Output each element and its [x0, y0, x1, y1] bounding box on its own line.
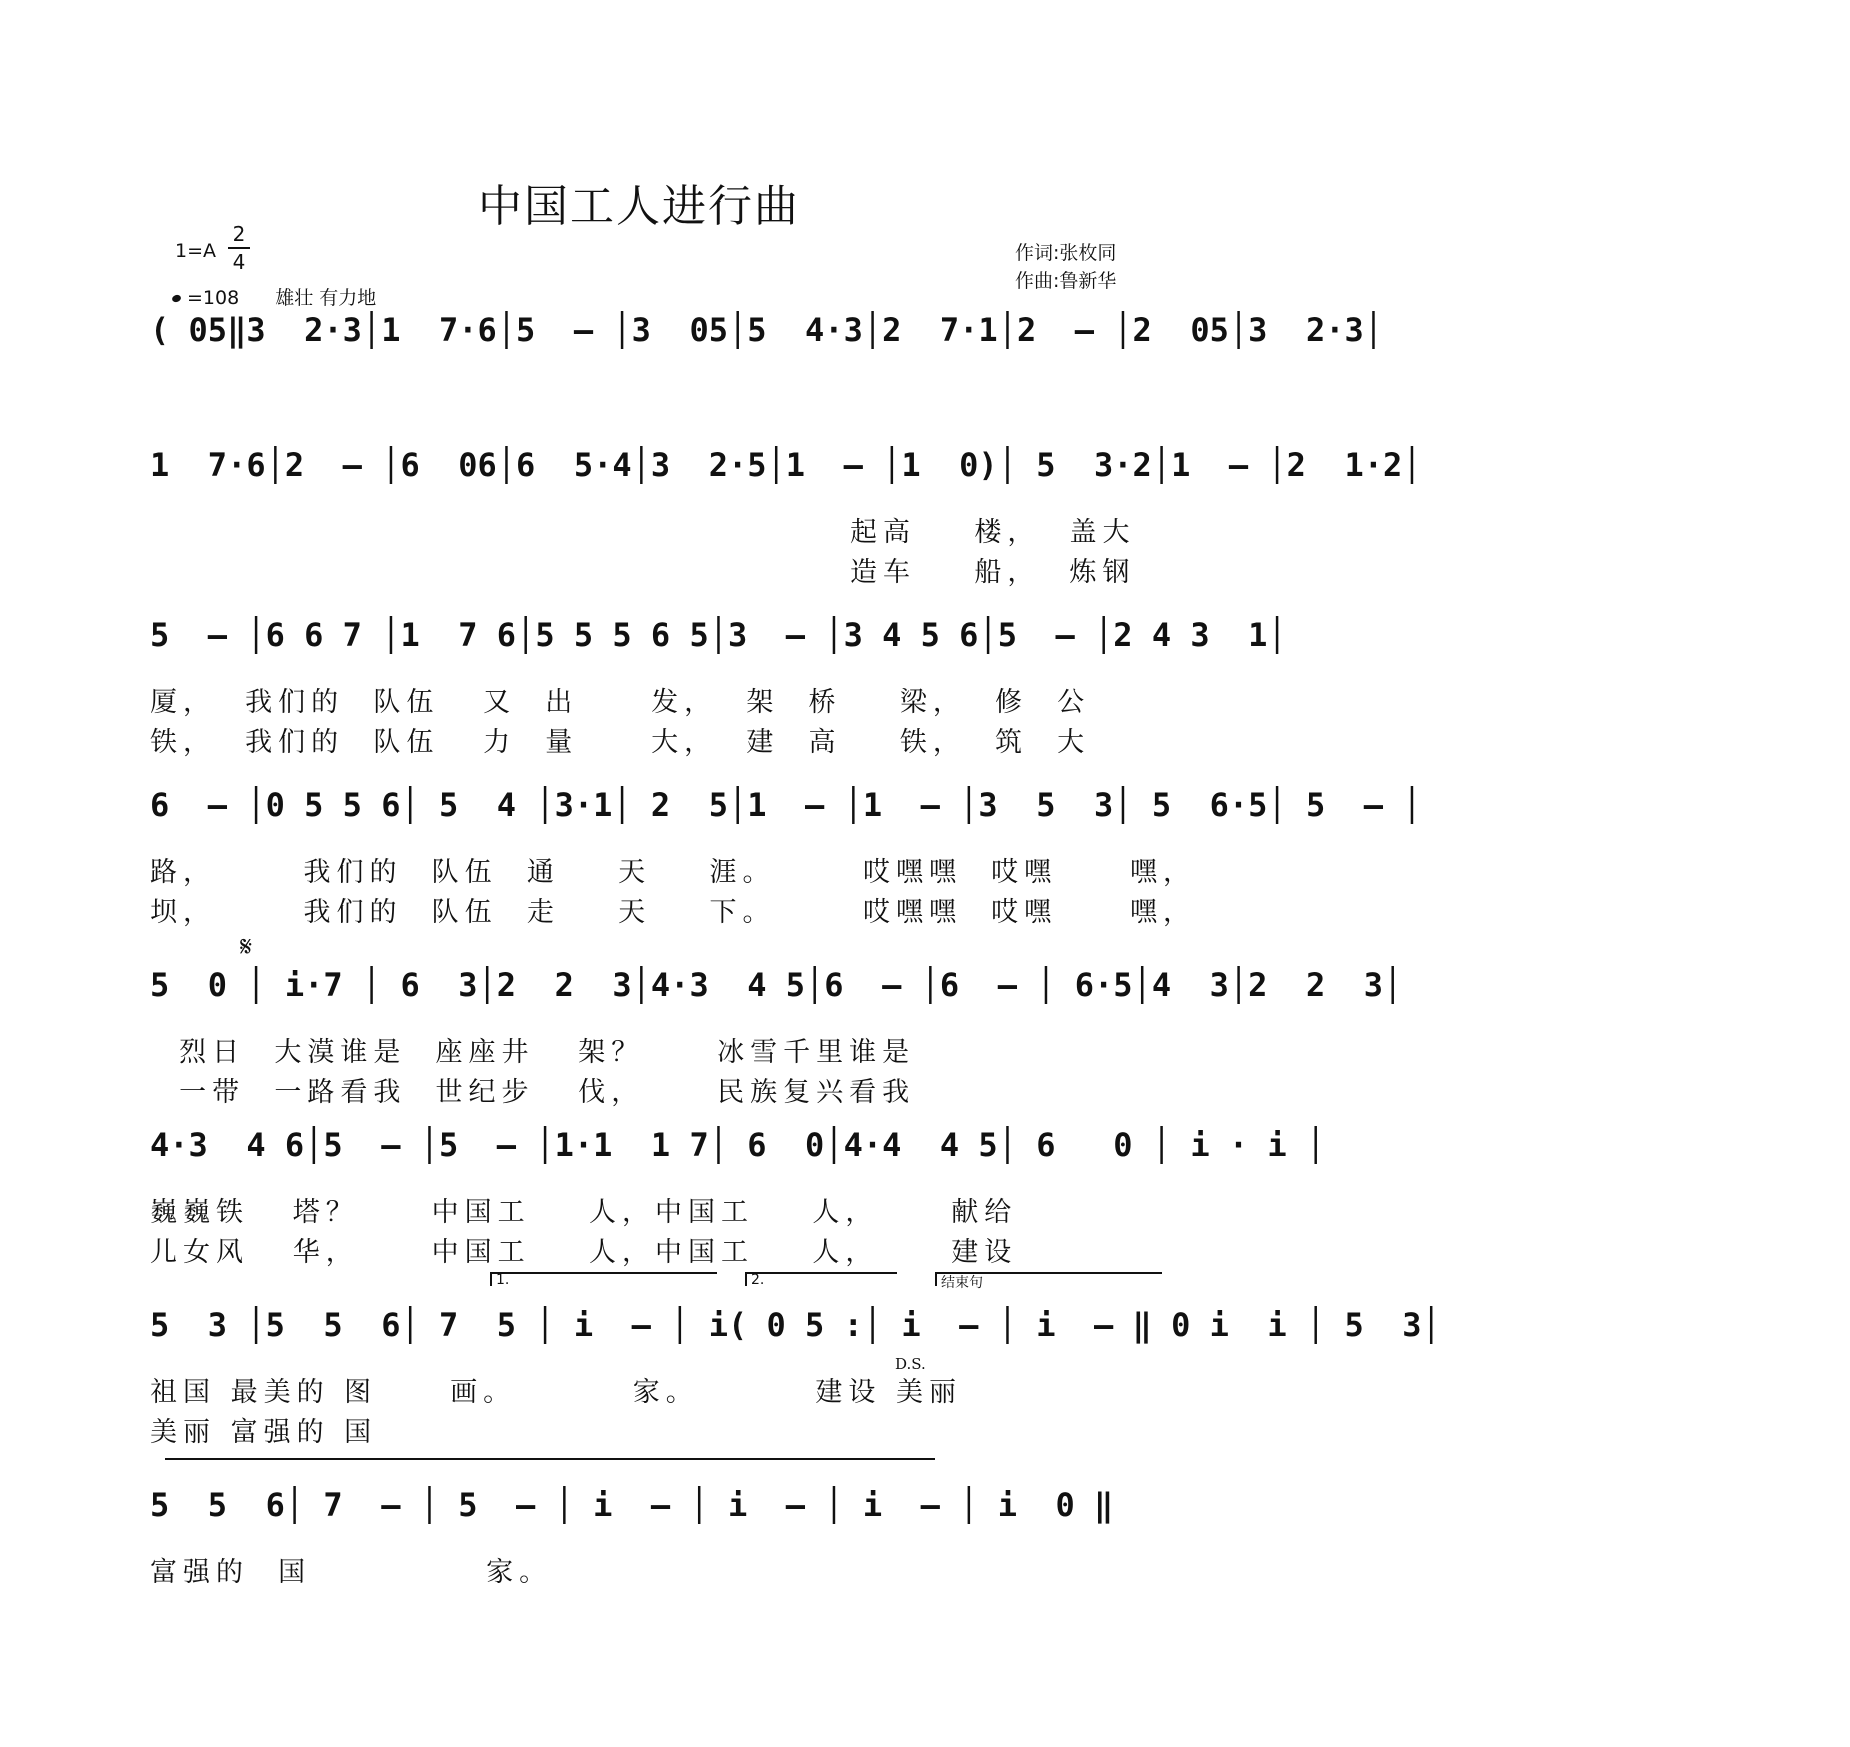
notation-row-3: [150, 605, 1287, 665]
lyricist: 作词:张枚同: [1015, 242, 1117, 264]
lyric-line-b: 坝， 我们的 队伍 走 天 下。 哎嘿嘿 哎嘿 嘿，: [150, 897, 1197, 928]
notes: 5 3 │5 5 6│ 7 5 │ i – │ i( 0 5 :│ i – │ i – ‖ 0 i i │ 5 3│: [150, 1306, 1441, 1344]
lyric-line-a: 巍巍铁 塔？ 中国工 人，中国工 人， 献给: [150, 1197, 1018, 1228]
volta-2-label: 2.: [751, 1272, 765, 1288]
notation-row-6: [150, 1115, 1326, 1175]
notes: 5 0 │ i·7 │ 6 3│2 2 3│4·3 4 5│6 – │6 – │ 6·5│4 3│2 2 3│: [150, 966, 1403, 1004]
notes: 4·3 4 6│5 – │5 – │1·1 1 7│ 6 0│4·4 4 5│ 6 0 │ i · i │: [150, 1126, 1326, 1164]
time-numerator: 2: [232, 222, 246, 246]
lyric-line-a: 烈日 大漠谁是 座座井 架？ 冰雪千里谁是: [150, 1037, 916, 1068]
ending-phrase-line: [165, 1458, 935, 1460]
notation-row-7: [150, 1295, 1441, 1355]
lyric-line-a: 厦， 我们的 队伍 又 出 发， 架 桥 梁， 修 公: [150, 687, 1091, 718]
composer: 作曲:鲁新华: [1015, 270, 1117, 292]
notation-row-8: [150, 1475, 1160, 1535]
lyric-line-b: 一带 一路看我 世纪步 伐， 民族复兴看我: [150, 1077, 916, 1108]
lyric-line-a: 路， 我们的 队伍 通 天 涯。 哎嘿嘿 哎嘿 嘿，: [150, 857, 1197, 888]
time-signature: [228, 222, 250, 274]
ending-bracket: [935, 1272, 1162, 1291]
volta-1-bracket: [490, 1272, 717, 1286]
tempo-value: =108: [187, 287, 240, 309]
time-fraction-bar: [228, 247, 250, 249]
notes: ( 05‖3 2·3│1 7·6│5 – │3 05│5 4·3│2 7·1│2 – │2 05│3 2·3│: [150, 311, 1383, 349]
lyric-line-a: 富强的 国 家。: [150, 1557, 553, 1588]
volta-2-bracket: [745, 1272, 897, 1286]
notation-row-1: [150, 300, 1383, 360]
song-title: 中国工人进行曲: [478, 181, 800, 232]
notes: 1 7·6│2 – │6 06│6 5·4│3 2·5│1 – │1 0)│ 5 3·2│1 – │2 1·2│: [150, 446, 1422, 484]
notation-row-5: [150, 955, 1403, 1015]
lyric-line-b: 儿女风 华， 中国工 人，中国工 人， 建设: [150, 1237, 1018, 1268]
notes: 5 – │6 6 7 │1 7 6│5 5 5 6 5│3 – │3 4 5 6│5 – │2 4 3 1│: [150, 616, 1287, 654]
lyric-line-b: 造车 船， 炼钢: [850, 557, 1136, 588]
lyric-line-b: 美丽 富强的 国: [150, 1417, 378, 1448]
notes: 6 – │0 5 5 6│ 5 4 │3·1│ 2 5│1 – │1 – │3 5 3│ 5 6·5│ 5 – │: [150, 786, 1422, 824]
notation-row-4: [150, 775, 1422, 835]
time-denominator: 4: [232, 250, 246, 274]
lyric-line-a: 祖国 最美的 图 画。 家。 建设 美丽: [150, 1377, 962, 1408]
lyric-line-b: 铁， 我们的 队伍 力 量 大， 建 高 铁， 筑 大: [150, 727, 1091, 758]
segno-icon: 𝄋: [240, 930, 253, 963]
lyric-line-a: 起高 楼， 盖大: [850, 517, 1136, 548]
ending-label: 结束句: [941, 1275, 983, 1291]
key-signature: 1=A: [175, 240, 217, 262]
notes: 5 5 6│ 7 – │ 5 – │ i – │ i – │ i – │ i 0 ‖: [150, 1486, 1114, 1524]
expression-text: 雄壮 有力地: [275, 287, 377, 309]
volta-1-label: 1.: [496, 1272, 510, 1288]
ds-mark: D.S.: [895, 1355, 926, 1373]
notation-row-2: [150, 435, 1422, 495]
